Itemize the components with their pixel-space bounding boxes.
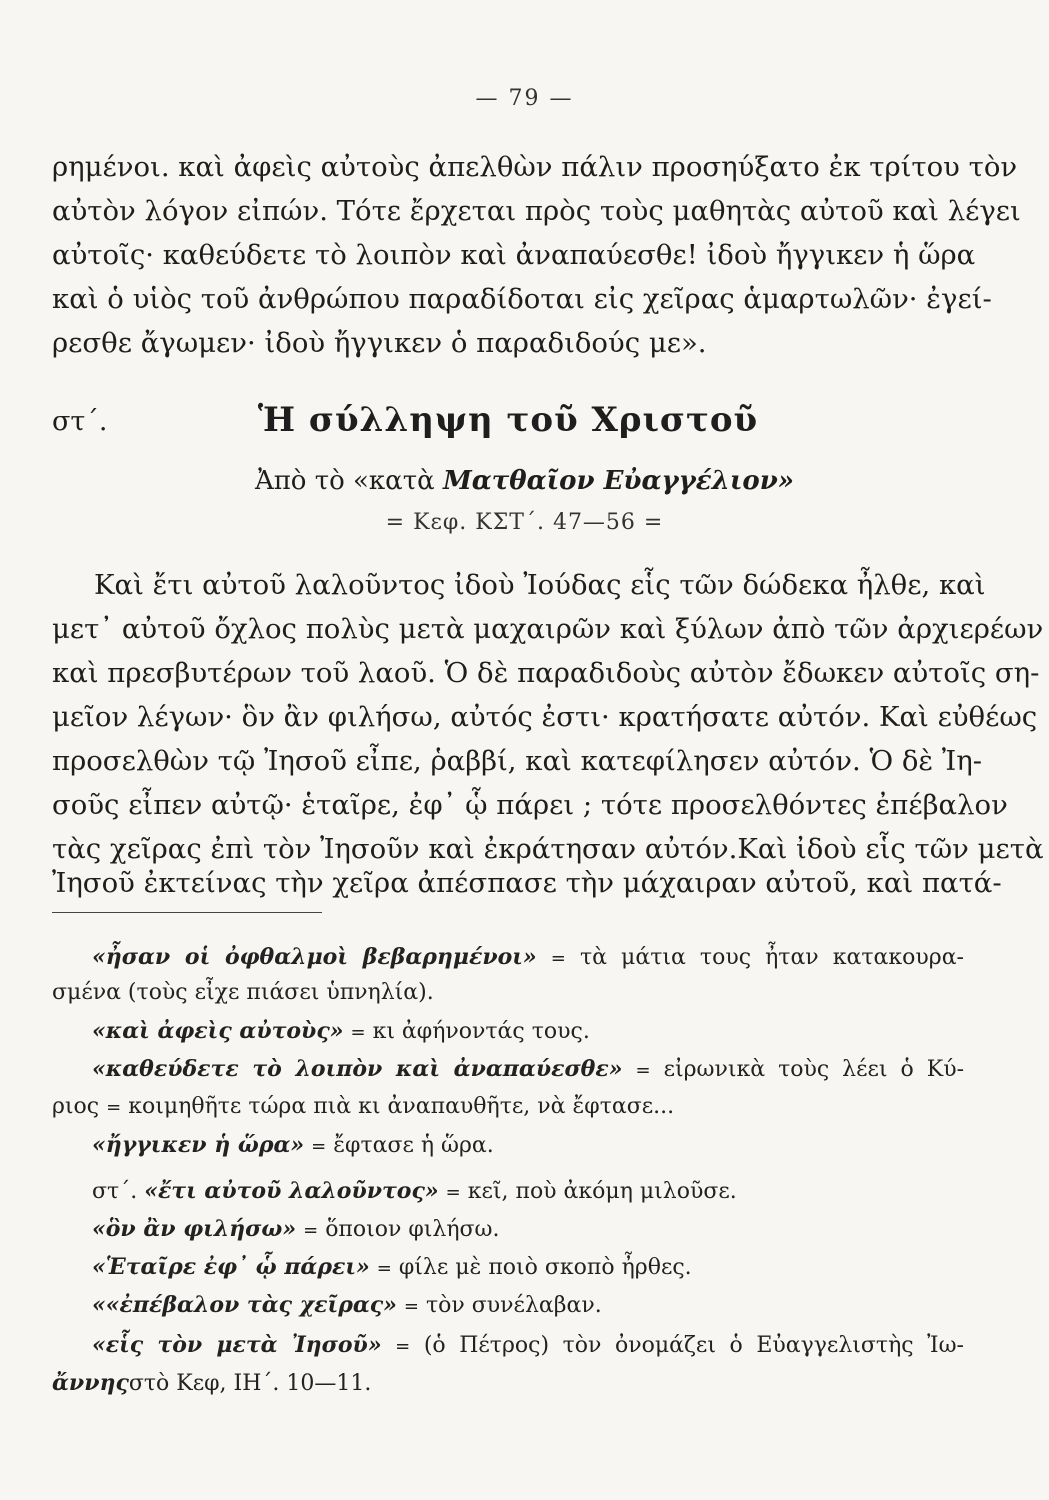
footnote-divider	[52, 912, 322, 913]
chapter-reference: = Κεφ. ΚΣΤ΄. 47—56 =	[385, 510, 664, 535]
page-number: — 79 —	[475, 86, 574, 111]
text-line: μετ᾽ αὐτοῦ ὄχλος πολὺς μετὰ μαχαιρῶν καὶ ξύλων ἀπὸ τῶν ἀρχιερέων	[52, 613, 1044, 645]
text-line: Καὶ ἔτι αὐτοῦ λαλοῦντος ἰδοὺ Ἰούδας εἷς τῶν δώδεκα ἦλθε, καὶ	[94, 569, 986, 601]
source-title: Ματθαῖον Εὐαγγέλιον»	[442, 466, 795, 496]
source-line	[0, 466, 1049, 496]
footnote-line: «ἦσαν οἱ ὀφθαλμοὶ βεβαρημένοι» = τὰ μάτια τους ἦταν κατακουρα-	[92, 944, 964, 970]
footnote-line: «ὃν ἂν φιλήσω» = ὅποιον φιλήσω.	[92, 1216, 500, 1242]
section-title: Ἡ σύλληψη τοῦ Χριστοῦ	[257, 400, 759, 440]
text-line: μεῖον λέγων· ὃν ἂν φιλήσω, αὐτός ἐστι· κρατήσατε αὐτόν. Καὶ εὐθέως	[52, 701, 1038, 733]
footnote-line: ««ἐπέβαλον τὰς χεῖρας» = τὸν συνέλαβαν.	[92, 1292, 602, 1318]
source-prefix: Ἀπὸ τὸ «κατὰ	[254, 466, 435, 496]
footnote-line: στ΄. «ἔτι αὐτοῦ λαλοῦντος» = κεῖ, ποὺ ἀκόμη μιλοῦσε.	[92, 1178, 737, 1204]
section-number: στ΄.	[52, 406, 108, 437]
footnote-line: «εἷς τὸν μετὰ Ἰησοῦ» = (ὁ Πέτρος) τὸν ὀνομάζει ὁ Εὐαγγελιστὴς Ἰω-	[92, 1332, 964, 1358]
text-line: προσελθὼν τῷ Ἰησοῦ εἶπε, ῥαββί, καὶ κατεφίλησεν αὐτόν. Ὁ δὲ Ἰη-	[52, 745, 982, 777]
text-line: ρεσθε ἄγωμεν· ἰδοὺ ἤγγικεν ὁ παραδιδούς με».	[52, 327, 707, 359]
footnote-line: ἄννηςστὸ Κεφ, ΙΗ΄. 10—11.	[52, 1370, 372, 1396]
text-line: αὐτὸν λόγον εἰπών. Τότε ἔρχεται πρὸς τοὺς μαθητὰς αὐτοῦ καὶ λέγει	[52, 195, 1021, 227]
footnote-line: σμένα (τοὺς εἶχε πιάσει ὑπνηλία).	[52, 980, 434, 1005]
footnote-line: «καὶ ἀφεὶς αὐτοὺς» = κι ἀφήνοντάς τους.	[92, 1018, 590, 1044]
text-line: καὶ πρεσβυτέρων τοῦ λαοῦ. Ὁ δὲ παραδιδοὺς αὐτὸν ἔδωκεν αὐτοῖς ση-	[52, 657, 1040, 689]
section-heading-row	[52, 400, 964, 444]
text-line: τὰς χεῖρας ἐπὶ τὸν Ἰησοῦν καὶ ἐκράτησαν αὐτόν.Καὶ ἰδοὺ εἷς τῶν μετὰ	[52, 833, 1044, 865]
text-line: σοῦς εἶπεν αὐτῷ· ἑταῖρε, ἐφ᾽ ᾧ πάρει ; τότε προσελθόντες ἐπέβαλον	[52, 789, 1008, 821]
text-line: Ἰησοῦ ἐκτείνας τὴν χεῖρα ἀπέσπασε τὴν μάχαιραν αὐτοῦ, καὶ πατά-	[52, 867, 1002, 899]
footnote-line: «Ἑταῖρε ἐφ᾽ ᾧ πάρει» = φίλε μὲ ποιὸ σκοπὸ ἦρθες.	[92, 1254, 692, 1280]
text-line: αὐτοῖς· καθεύδετε τὸ λοιπὸν καὶ ἀναπαύεσθε! ἰδοὺ ἤγγικεν ἡ ὥρα	[52, 239, 976, 271]
footnote-line: «καθεύδετε τὸ λοιπὸν καὶ ἀναπαύεσθε» = εἰρωνικὰ τοὺς λέει ὁ Κύ-	[92, 1056, 965, 1082]
footnote-line: «ἤγγικεν ἡ ὥρα» = ἔφτασε ἡ ὥρα.	[92, 1132, 494, 1158]
text-line: ρημένοι. καὶ ἀφεὶς αὐτοὺς ἀπελθὼν πάλιν προσηύξατο ἐκ τρίτου τὸν	[52, 151, 1018, 183]
footnote-line: ριος = κοιμηθῆτε τώρα πιὰ κι ἀναπαυθῆτε, νὰ ἔφτασε...	[52, 1094, 675, 1119]
text-line: καὶ ὁ υἱὸς τοῦ ἀνθρώπου παραδίδοται εἰς χεῖρας ἁμαρτωλῶν· ἐγεί-	[52, 283, 992, 315]
